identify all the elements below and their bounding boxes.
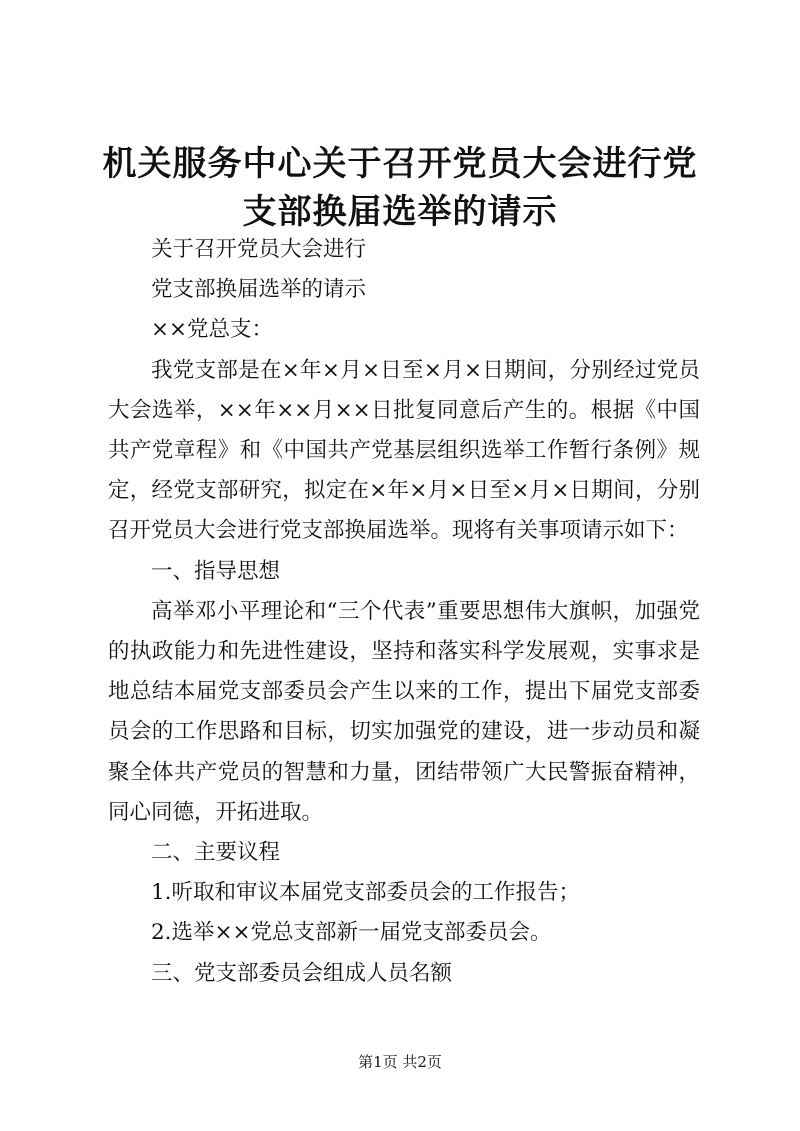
list-item: 2.选举××党总支部新一届党支部委员会。 (151, 920, 552, 946)
page-indicator: 第1页 共2页 (358, 1053, 442, 1071)
section-heading: 二、主要议程 (151, 840, 281, 866)
section-heading: 一、指导思想 (151, 558, 281, 584)
document-title: 机关服务中心关于召开党员大会进行党支部换届选举的请示 (102, 144, 698, 232)
body-paragraph: 我党支部是在×年×月×日至×月×日期间，分别经过党员大会选举，××年××月××日批复同意后产生的。根据《中国共产党章程》和《中国共产党基层组织选举工作暂行条例》规定，经党支部研究，拟定在×年×月×日至×月×日期间，分别召开党员大会进行党支部换届选举。现将有关事项请示如下： (108, 357, 700, 544)
body-paragraph: 党支部换届选举的请示 (151, 277, 367, 303)
body-paragraph: 高举邓小平理论和“三个代表”重要思想伟大旗帜，加强党的执政能力和先进性建设，坚持和落实科学发展观，实事求是地总结本届党支部委员会产生以来的工作，提出下届党支部委员会的工作思路和目标，切实加强党的建设，进一步动员和凝聚全体共产党员的智慧和力量，团结带领广大民警振奋精神，同心同德，开拓进取。 (108, 598, 700, 825)
section-heading: 三、党支部委员会组成人员名额 (151, 960, 453, 986)
document-body (108, 230, 700, 994)
body-paragraph: 关于召开党员大会进行 (151, 237, 367, 262)
list-item: 1.听取和审议本届党支部委员会的工作报告； (151, 880, 581, 906)
body-paragraph: ××党总支： (151, 317, 274, 343)
